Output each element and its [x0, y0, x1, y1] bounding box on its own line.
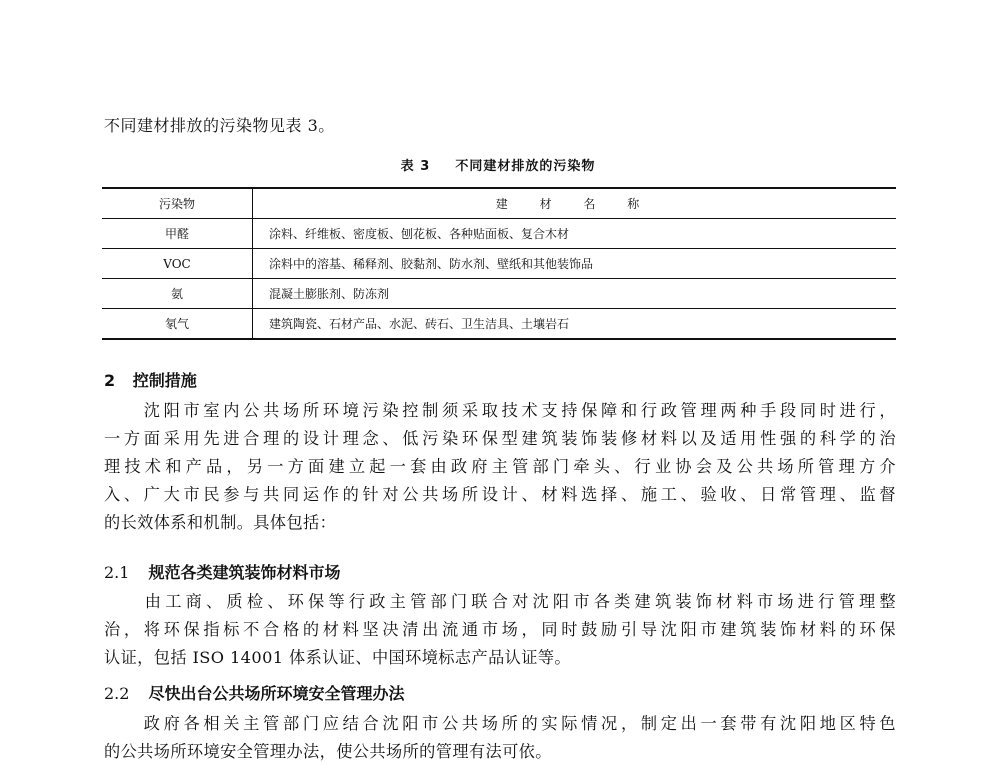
- section-2-1-number: 2.1: [104, 563, 130, 582]
- paragraph-line: 政府各相关主管部门应结合沈阳市公共场所的实际情况，制定出一套带有沈阳地区特色: [104, 714, 896, 733]
- materials-cell: 涂料中的溶基、稀释剂、胶黏剂、防水剂、壁纸和其他装饰品: [269, 257, 594, 271]
- section-2-2-title: 尽快出台公共场所环境安全管理办法: [148, 684, 405, 703]
- section-2-title: 控制措施: [132, 371, 197, 390]
- table-caption-text: 不同建材排放的污染物: [455, 159, 596, 174]
- table-header-row: [102, 188, 896, 219]
- section-2-paragraph: [104, 397, 896, 537]
- materials-cell: 混凝土膨胀剂、防冻剂: [269, 287, 390, 301]
- paragraph-line: 治，将环保指标不合格的材料坚决清出流通市场，同时鼓励引导沈阳市建筑装饰材料的环保: [104, 620, 896, 639]
- paragraph-line: 认证，包括 ISO 14001 体系认证、中国环境标志产品认证等。: [104, 648, 572, 667]
- table-row: [102, 249, 896, 279]
- paragraph-line: 入、广大市民参与共同运作的针对公共场所设计、材料选择、施工、验收、日常管理、监督: [104, 485, 896, 504]
- paragraph-line: 的公共场所环境安全管理办法，使公共场所的管理有法可依。: [104, 742, 552, 761]
- pollutant-cell: 甲醛: [102, 219, 253, 249]
- section-2-heading: [104, 369, 197, 393]
- pollutant-cell: 氡气: [102, 309, 253, 340]
- table-row: [102, 309, 896, 340]
- paragraph-line: 沈阳市室内公共场所环境污染控制须采取技术支持保障和行政管理两种手段同时进行，: [104, 401, 896, 420]
- section-2-1-heading: [104, 561, 341, 585]
- section-2-2-number: 2.2: [104, 684, 130, 703]
- pollutant-cell: VOC: [102, 249, 253, 279]
- table-row: [102, 219, 896, 249]
- header-pollutant: 污染物: [102, 188, 253, 219]
- pollutant-cell: 氨: [102, 279, 253, 309]
- section-2-1-title: 规范各类建筑装饰材料市场: [148, 563, 341, 582]
- table-caption-number: 表 3: [400, 159, 431, 174]
- paragraph-line: 由工商、质检、环保等行政主管部门联合对沈阳市各类建筑装饰材料市场进行管理整: [104, 592, 896, 611]
- paragraph-line: 的长效体系和机制。具体包括：: [104, 513, 337, 532]
- section-2-2-heading: [104, 682, 405, 706]
- table-caption: [102, 155, 894, 174]
- table-row: [102, 279, 896, 309]
- paragraph-line: 一方面采用先进合理的设计理念、低污染环保型建筑装饰装修材料以及适用性强的科学的治: [104, 429, 896, 448]
- paragraph-line: 理技术和产品，另一方面建立起一套由政府主管部门牵头、行业协会及公共场所管理方介: [104, 457, 896, 476]
- section-2-number: 2: [104, 371, 116, 390]
- pollutants-table: [102, 187, 896, 340]
- materials-cell: 涂料、纤维板、密度板、刨花板、各种贴面板、复合木材: [269, 227, 570, 241]
- materials-cell: 建筑陶瓷、石材产品、水泥、砖石、卫生洁具、土壤岩石: [269, 317, 570, 331]
- section-2-1-paragraph: [104, 588, 896, 672]
- intro-sentence: 不同建材排放的污染物见表 3。: [104, 116, 335, 135]
- header-materials: 建 材 名 称: [495, 197, 654, 211]
- section-2-2-paragraph: [104, 710, 896, 766]
